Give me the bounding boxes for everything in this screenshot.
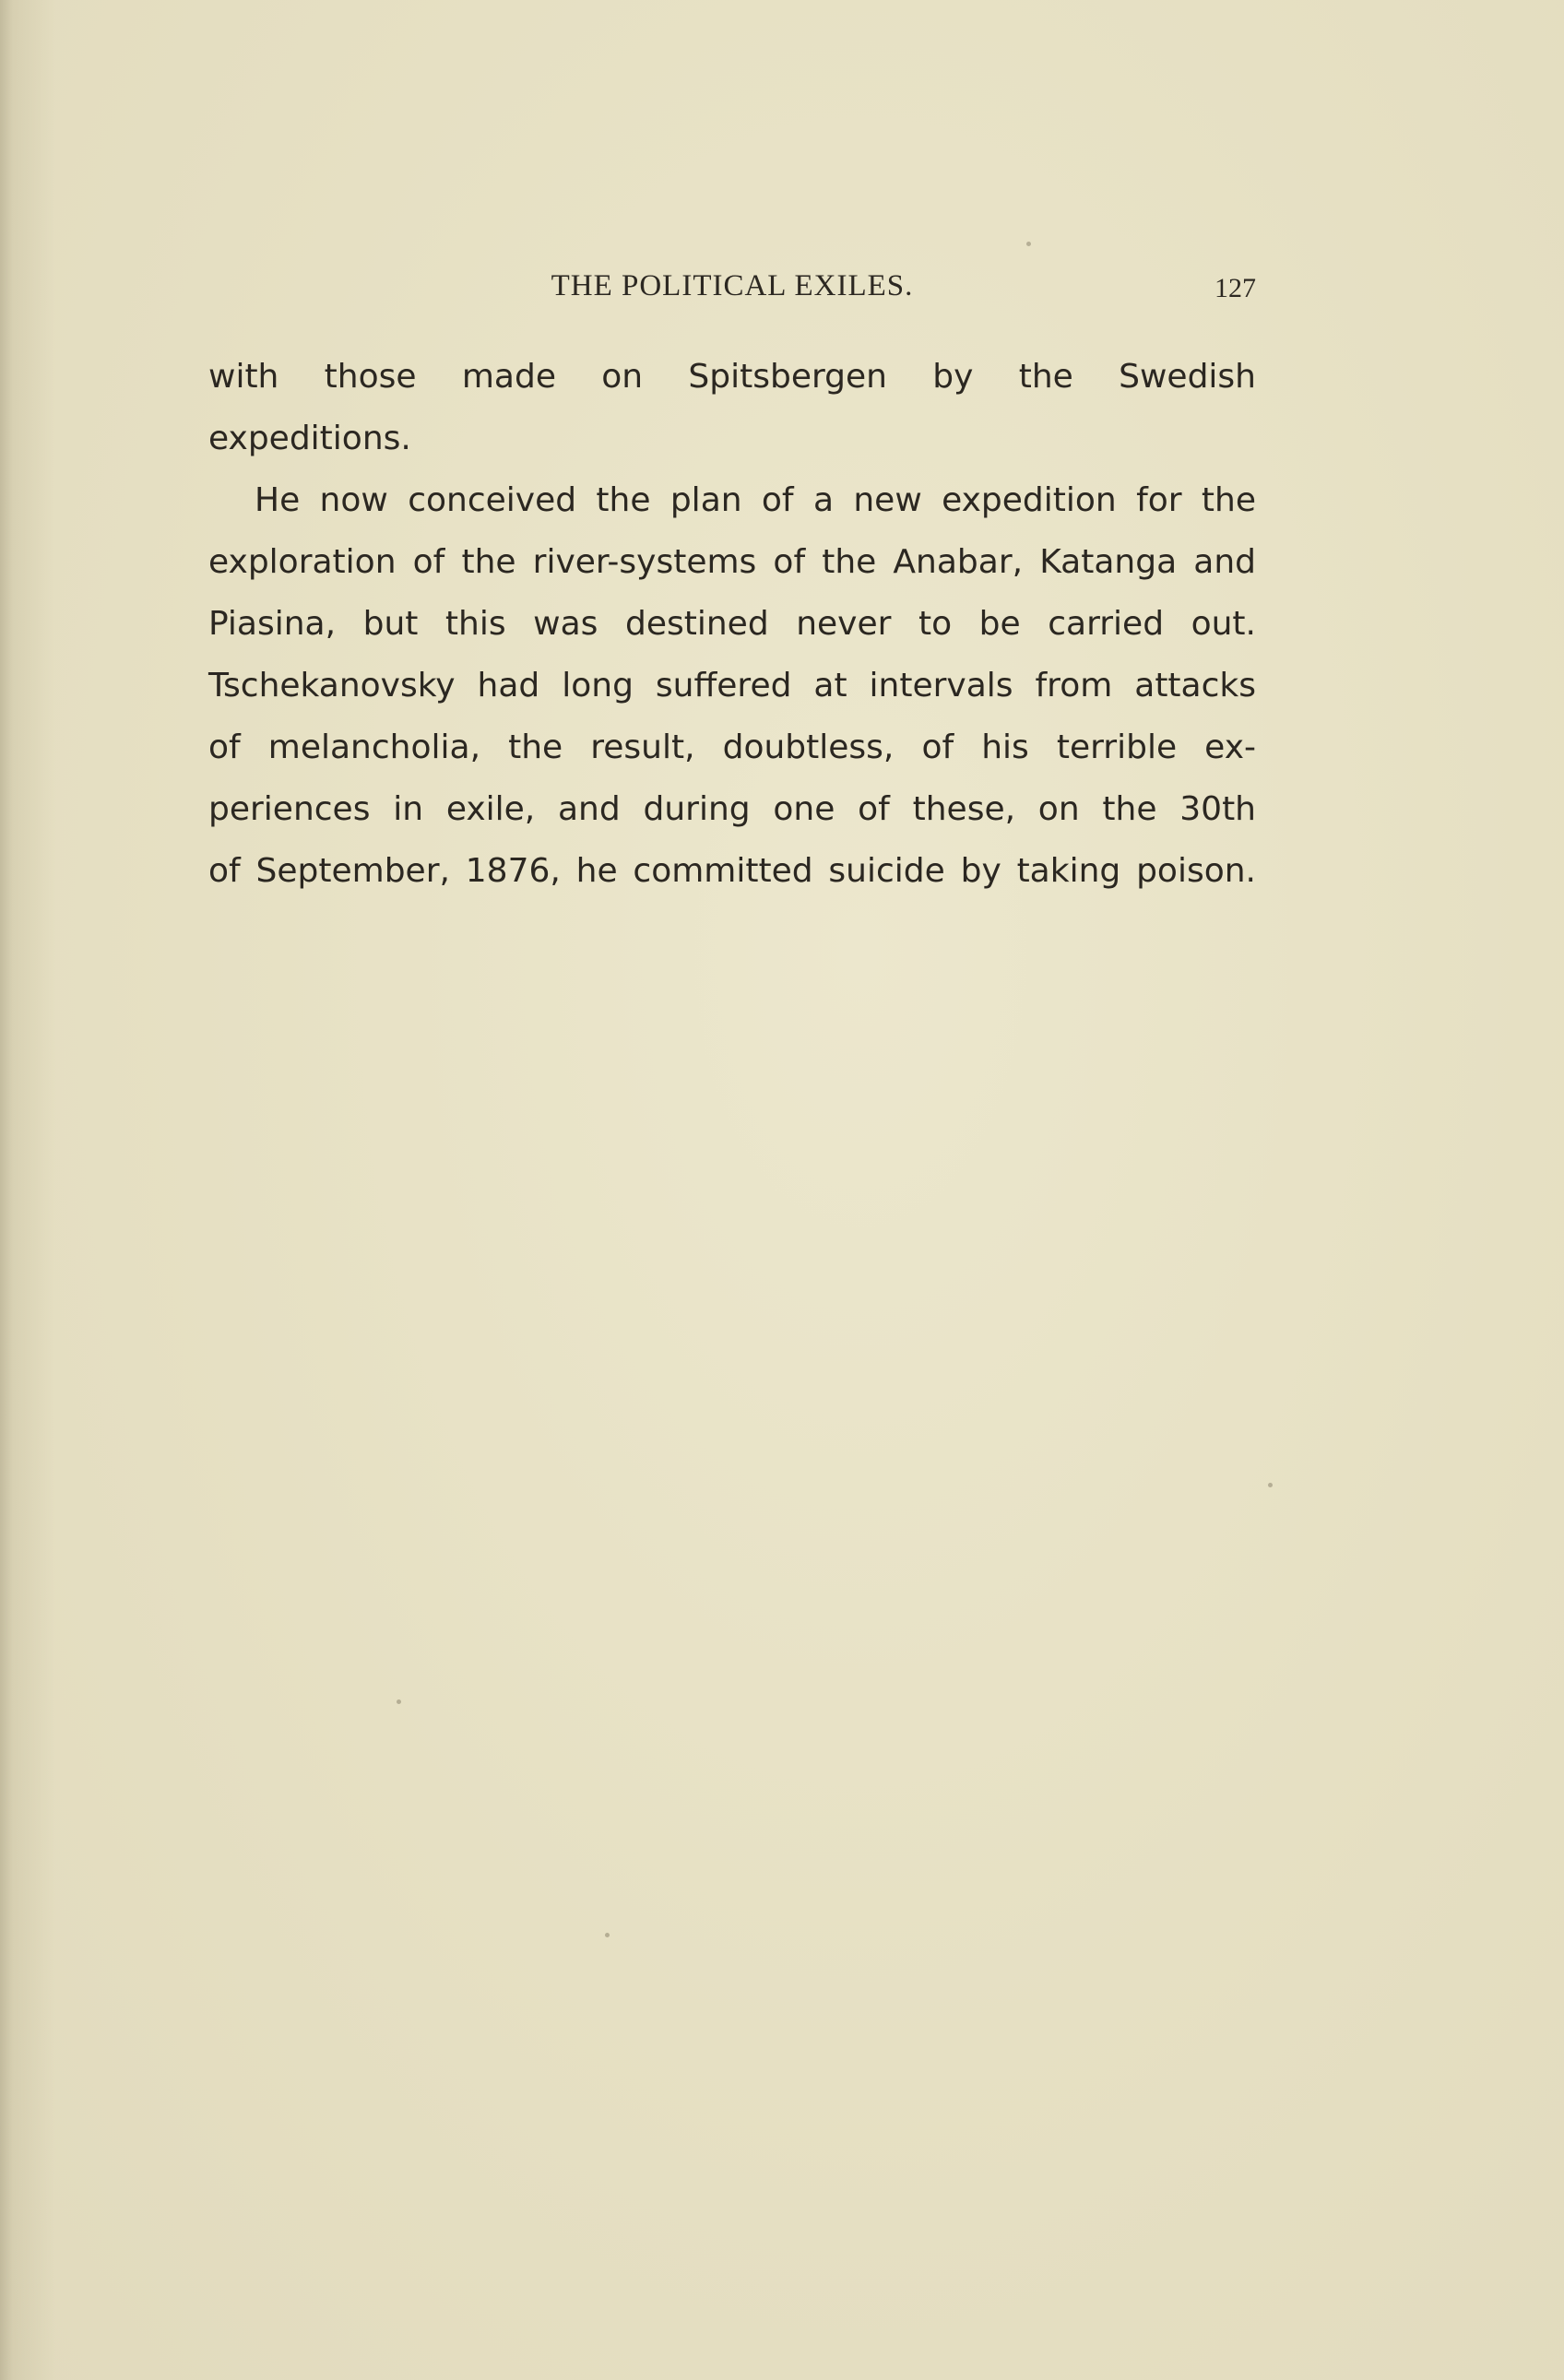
text-line: expeditions. (208, 420, 411, 457)
text-line: He now conceived the plan of a new expedition for the (255, 481, 1256, 519)
paragraph (208, 346, 1256, 469)
text-line: exploration of the river-systems of the Anabar, Katanga and (208, 543, 1256, 581)
paper-speck (397, 1699, 401, 1704)
paper-speck (605, 1933, 610, 1937)
text-line: of melancholia, the result, doubtless, of his terrible ex- (208, 728, 1256, 766)
paper-speck (1268, 1483, 1273, 1487)
text-line: of September, 1876, he committed suicide by taking poison. (208, 852, 1256, 890)
running-title: THE POLITICAL EXILES. (551, 269, 914, 302)
text-line: Piasina, but this was destined never to be carried out. (208, 605, 1256, 643)
body-text (208, 346, 1256, 902)
page-number: 127 (1214, 273, 1256, 303)
text-line: periences in exile, and during one of these, on the 30th (208, 790, 1256, 828)
paragraph (208, 469, 1256, 902)
paper-speck (1026, 242, 1031, 246)
running-head (208, 269, 1256, 315)
text-line: Tschekanovsky had long suffered at intervals from attacks (208, 667, 1256, 705)
text-line: with those made on Spitsbergen by the Swedish (208, 358, 1256, 396)
